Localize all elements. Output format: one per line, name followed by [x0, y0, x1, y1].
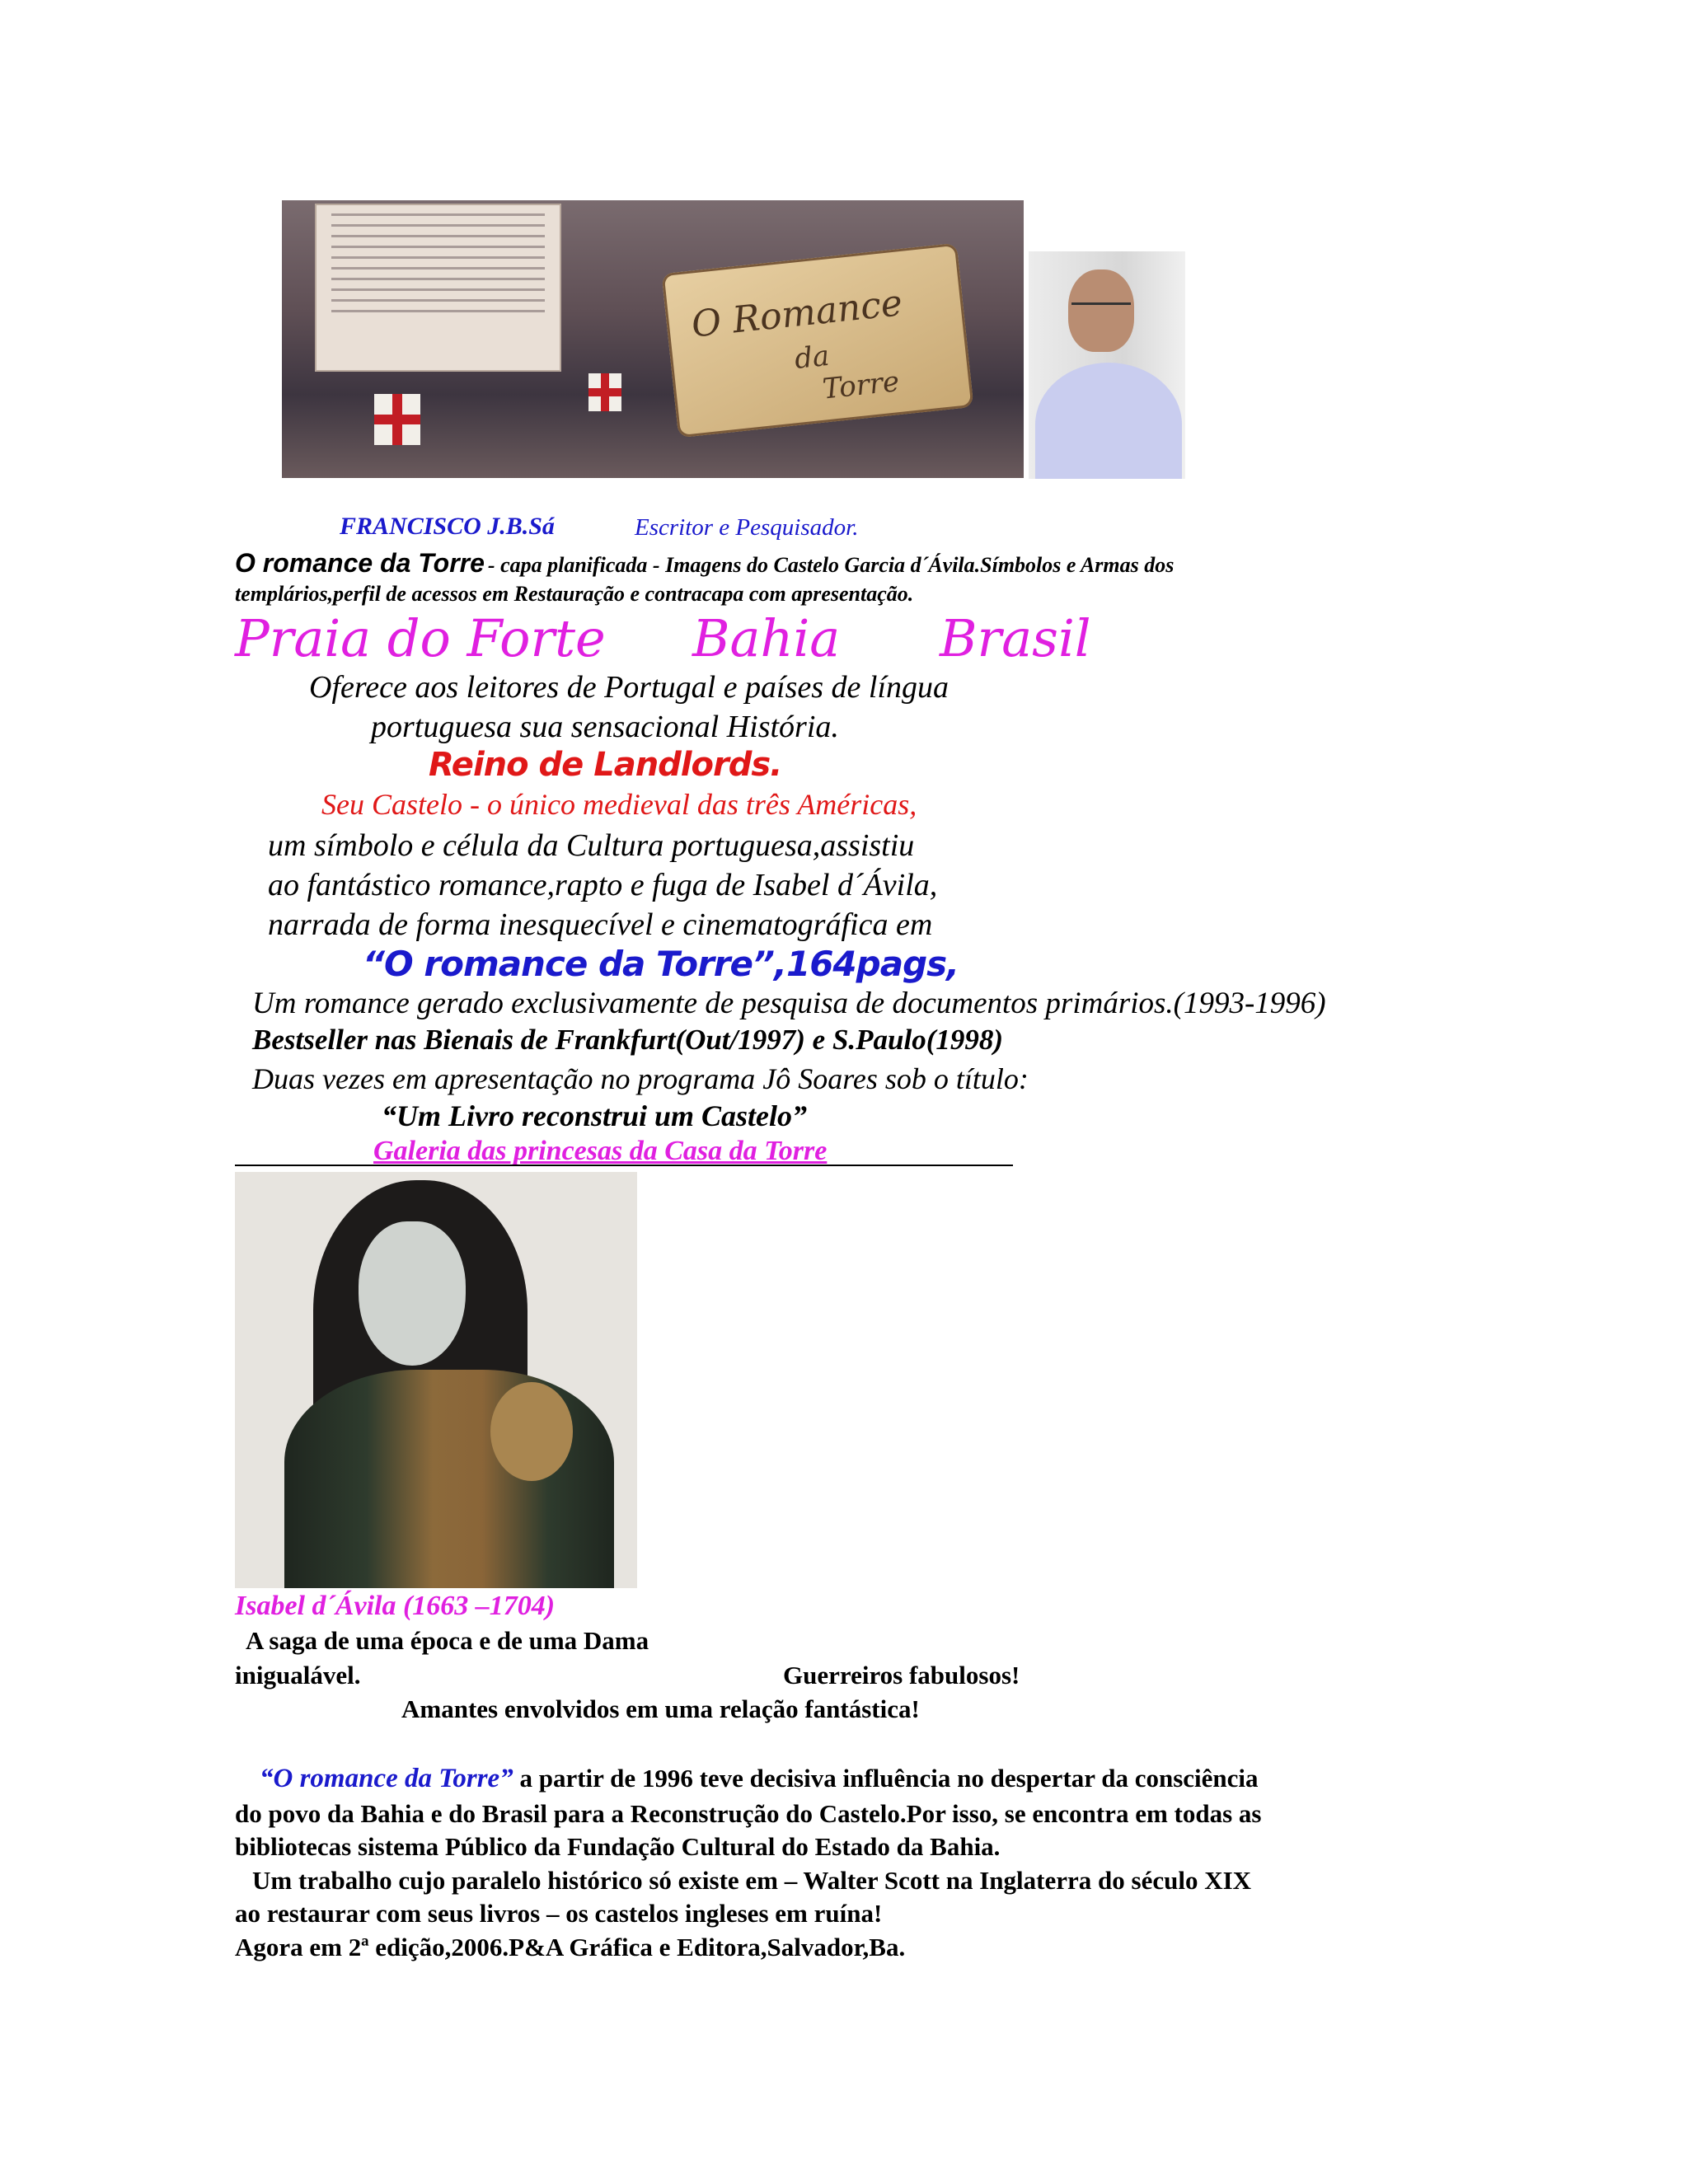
- cover-scroll: [662, 243, 974, 438]
- info-line-4: “Um Livro reconstrui um Castelo”: [382, 1099, 808, 1132]
- poem-line-6: narrada de forma inesquecível e cinematográfica em: [268, 907, 933, 942]
- poem-book-line: “O romance da Torre”,164pags,: [363, 944, 959, 984]
- book-cover-image: [282, 200, 1024, 478]
- poem-line-4: um símbolo e célula da Cultura portuguesa,assistiu: [268, 828, 915, 863]
- scroll-title-3: Torre: [821, 365, 901, 406]
- isabel-portrait: [235, 1172, 637, 1588]
- scroll-title-1: O Romance: [689, 282, 905, 346]
- closing-line-5: ao restaurar com seus livros – os castelos ingleses em ruína!: [235, 1899, 883, 1928]
- closing-line-1-rest: a partir de 1996 teve decisiva influência no despertar da consciência: [513, 1764, 1259, 1793]
- poem-reino: Reino de Landlords.: [429, 746, 782, 784]
- closing-line-2: do povo da Bahia e do Brasil para a Reconstrução do Castelo.Por isso, se encontra em todas as: [235, 1799, 1262, 1828]
- portrait-caption: Isabel d´Ávila (1663 –1704): [235, 1591, 556, 1621]
- location-brasil: Brasil: [940, 608, 1091, 668]
- cover-text-panel: [315, 204, 561, 372]
- location-bahia: Bahia: [692, 608, 841, 668]
- poem-line-5: ao fantástico romance,rapto e fuga de Isabel d´Ávila,: [268, 868, 938, 902]
- closing-line-4: Um trabalho cujo paralelo histórico só existe em – Walter Scott na Inglaterra do século XIX: [252, 1866, 1252, 1895]
- info-line-3: Duas vezes em apresentação no programa Jô Soares sob o título:: [252, 1062, 1029, 1095]
- saga-line-1: A saga de uma época e de uma Dama: [246, 1626, 649, 1655]
- intro-desc-2: templários,perfil de acessos em Restauração e contracapa com apresentação.: [235, 582, 914, 606]
- intro-desc-1: - capa planificada - Imagens do Castelo Garcia d´Ávila.Símbolos e Armas dos: [487, 553, 1175, 577]
- intro-title: O romance da Torre: [235, 548, 485, 578]
- author-name: FRANCISCO J.B.Sá: [340, 513, 555, 540]
- location-praia: Praia do Forte: [235, 608, 606, 668]
- intro-line-1: [235, 548, 1174, 579]
- info-line-2: Bestseller nas Bienais de Frankfurt(Out/1997) e S.Paulo(1998): [252, 1024, 1004, 1056]
- author-role: Escritor e Pesquisador.: [635, 514, 859, 541]
- closing-title: “O romance da Torre”: [260, 1764, 513, 1793]
- gallery-underline: [235, 1165, 1013, 1166]
- saga-line-2b: Guerreiros fabulosos!: [783, 1661, 1020, 1690]
- closing-line-6: Agora em 2ª edição,2006.P&A Gráfica e Editora,Salvador,Ba.: [235, 1933, 906, 1961]
- saga-line-3: Amantes envolvidos em uma relação fantástica!: [401, 1694, 920, 1723]
- templar-cross-icon: [374, 394, 420, 445]
- saga-line-2a: inigualável.: [235, 1661, 361, 1690]
- templar-cross-small-icon: [588, 373, 621, 411]
- poem-line-1: Oferece aos leitores de Portugal e países de língua: [309, 670, 950, 705]
- poem-line-3: Seu Castelo - o único medieval das três Américas,: [321, 788, 917, 821]
- closing-line-3: bibliotecas sistema Público da Fundação Cultural do Estado da Bahia.: [235, 1832, 1001, 1861]
- closing-line-1: [260, 1764, 1259, 1794]
- author-photo: [1029, 251, 1185, 479]
- info-line-1: Um romance gerado exclusivamente de pesquisa de documentos primários.(1993-1996): [252, 987, 1326, 1020]
- scroll-title-2: da: [793, 339, 832, 376]
- poem-line-2: portuguesa sua sensacional História.: [371, 710, 839, 744]
- gallery-heading: Galeria das princesas da Casa da Torre: [373, 1136, 828, 1166]
